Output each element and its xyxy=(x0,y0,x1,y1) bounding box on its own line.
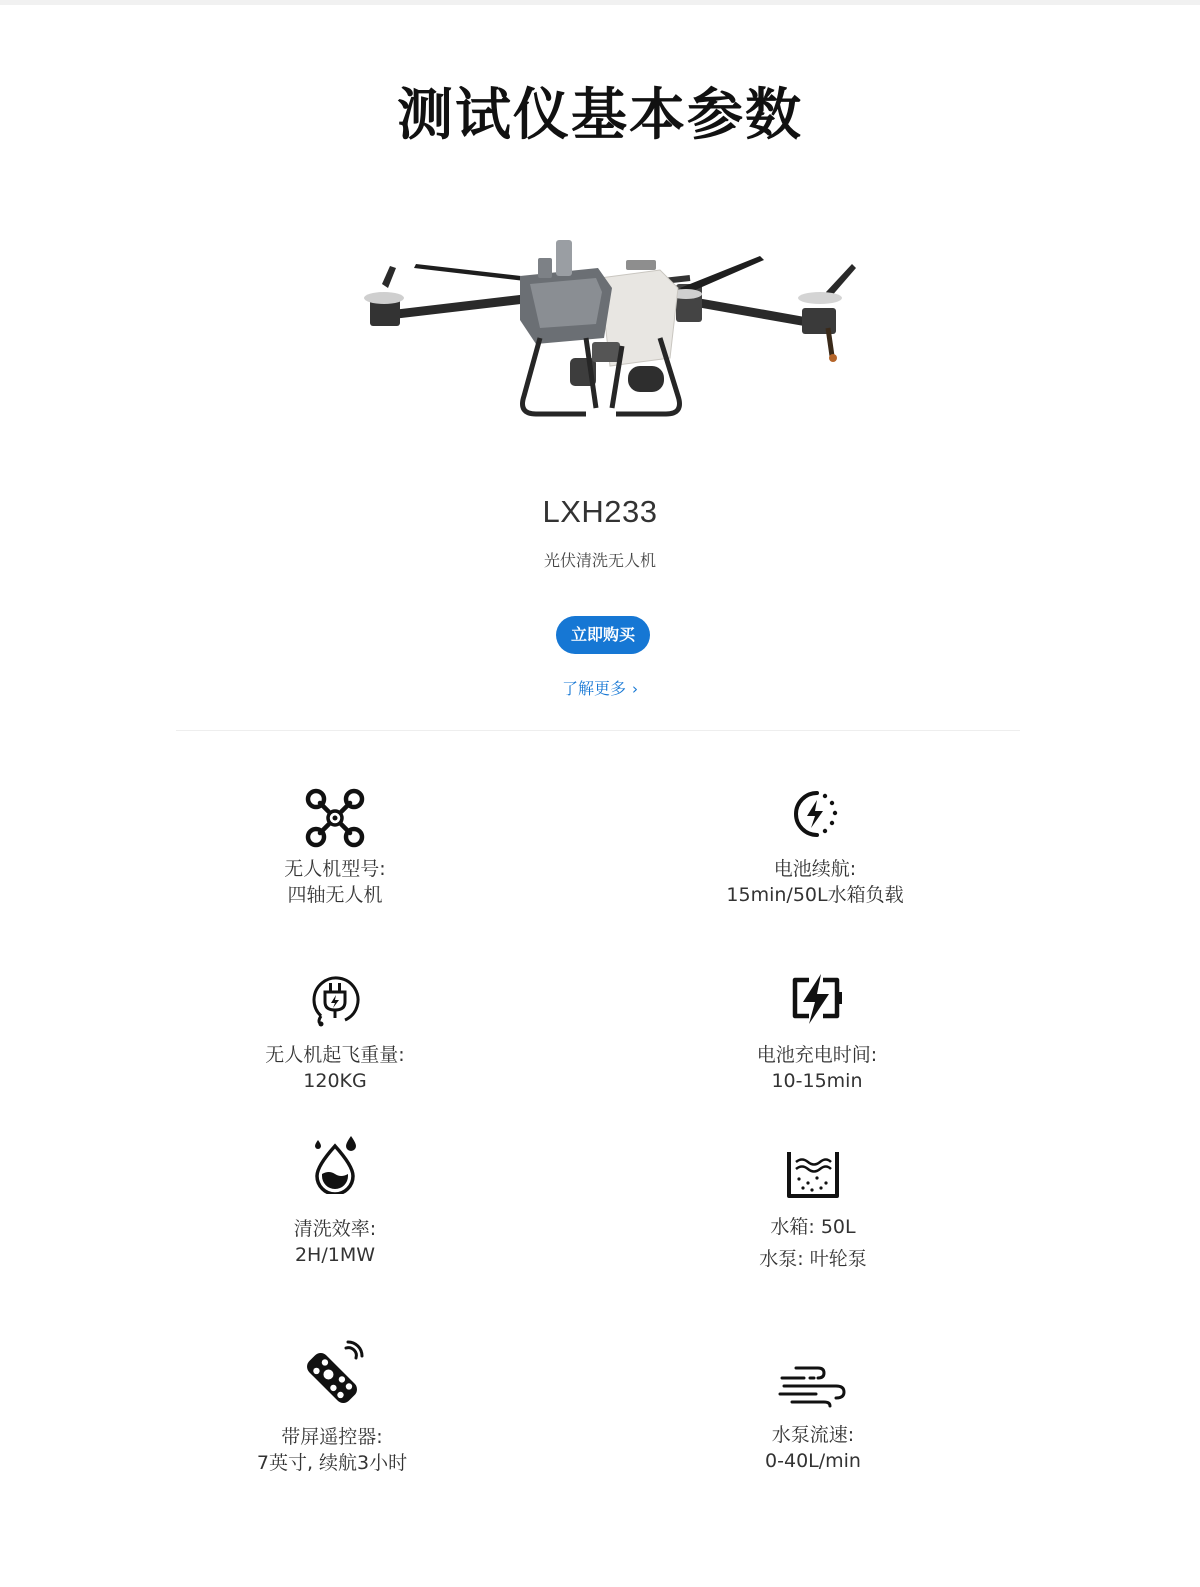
water-flow-icon xyxy=(778,1362,848,1410)
product-subtitle: 光伏清洗无人机 xyxy=(543,551,656,570)
spec-item-takeoff-weight xyxy=(185,972,485,1094)
spec-item-remote-controller xyxy=(182,1340,482,1476)
learn-more-label: 了解更多 xyxy=(561,679,626,698)
spec-value: 四轴无人机 xyxy=(287,884,383,906)
battery-charging-icon xyxy=(787,972,847,1028)
spec-item-pump-flow-rate xyxy=(663,1362,963,1474)
spec-item-drone-model xyxy=(185,786,485,908)
drone-icon xyxy=(303,786,367,850)
page-title: 测试仪基本参数 xyxy=(397,83,803,148)
learn-more-link[interactable] xyxy=(0,676,1200,699)
spec-value: 10-15min xyxy=(771,1070,863,1092)
spec-item-water-tank xyxy=(663,1148,963,1272)
top-border-strip xyxy=(0,0,1200,5)
spec-label: 电池续航: xyxy=(773,858,857,880)
buy-now-button[interactable]: 立即购买 xyxy=(556,616,650,654)
chevron-right-icon: › xyxy=(632,680,638,698)
section-divider xyxy=(176,730,1020,731)
spec-value: 15min/50L水箱负载 xyxy=(726,884,904,906)
spec-label: 水泵流速: xyxy=(771,1424,855,1446)
spec-item-charging-time xyxy=(667,972,967,1094)
spec-label: 带屏遥控器: xyxy=(281,1426,383,1448)
spec-label: 清洗效率: xyxy=(293,1218,377,1240)
spec-value: 水泵: 叶轮泵 xyxy=(759,1248,867,1270)
spec-value: 2H/1MW xyxy=(294,1244,376,1266)
drone-product-image xyxy=(360,228,860,433)
product-name: LXH233 xyxy=(542,494,658,529)
spec-value: 0-40L/min xyxy=(765,1450,861,1472)
power-plug-icon xyxy=(307,972,363,1028)
spec-item-battery-endurance xyxy=(665,786,965,908)
spec-label: 无人机型号: xyxy=(284,858,386,880)
spec-label: 无人机起飞重量: xyxy=(265,1044,405,1066)
spec-label: 电池充电时间: xyxy=(756,1044,878,1066)
spec-value: 120KG xyxy=(303,1070,367,1092)
remote-control-icon xyxy=(296,1340,368,1412)
water-tank-icon xyxy=(784,1148,842,1200)
spec-label: 水箱: 50L xyxy=(770,1216,856,1238)
water-drop-icon xyxy=(309,1134,361,1194)
battery-endurance-icon xyxy=(787,786,843,842)
spec-value: 7英寸, 续航3小时 xyxy=(256,1452,408,1474)
spec-item-cleaning-efficiency xyxy=(185,1134,485,1268)
